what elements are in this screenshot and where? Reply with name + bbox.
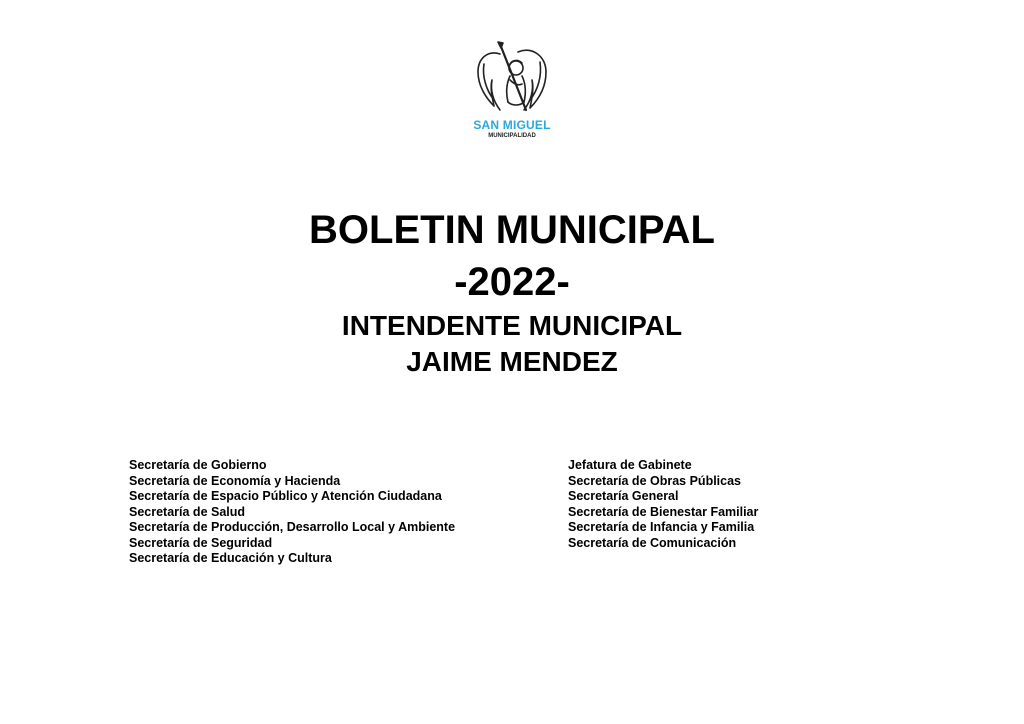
mayor-name: JAIME MENDEZ xyxy=(406,346,618,377)
secretarias-left-list xyxy=(129,458,455,567)
list-item: Secretaría de Obras Públicas xyxy=(568,473,742,488)
list-item: Secretaría de Economía y Hacienda xyxy=(129,473,341,488)
list-item: Secretaría de Seguridad xyxy=(129,535,273,550)
list-item: Secretaría General xyxy=(568,489,679,503)
list-item: Secretaría de Gobierno xyxy=(129,458,267,472)
list-item: Jefatura de Gabinete xyxy=(568,458,692,472)
list-item: Secretaría de Salud xyxy=(129,504,246,519)
list-item: Secretaría de Educación y Cultura xyxy=(129,551,332,565)
municipal-logo xyxy=(462,40,562,152)
bulletin-title: BOLETIN MUNICIPAL xyxy=(309,208,715,252)
list-item: Secretaría de Producción, Desarrollo Local y Ambiente xyxy=(129,520,456,534)
logo-subtitle: MUNICIPALIDAD xyxy=(488,133,536,139)
secretarias-right-list xyxy=(568,458,758,551)
list-item: Secretaría de Espacio Público y Atención Ciudadana xyxy=(129,489,442,503)
bulletin-year: -2022- xyxy=(454,260,570,304)
mayor-role: INTENDENTE MUNICIPAL xyxy=(341,310,683,341)
list-item: Secretaría de Infancia y Familia xyxy=(568,520,755,534)
logo-name: SAN MIGUEL xyxy=(473,118,551,132)
archangel-icon xyxy=(470,40,554,120)
list-item: Secretaría de Comunicación xyxy=(568,535,737,550)
list-item: Secretaría de Bienestar Familiar xyxy=(568,504,759,519)
